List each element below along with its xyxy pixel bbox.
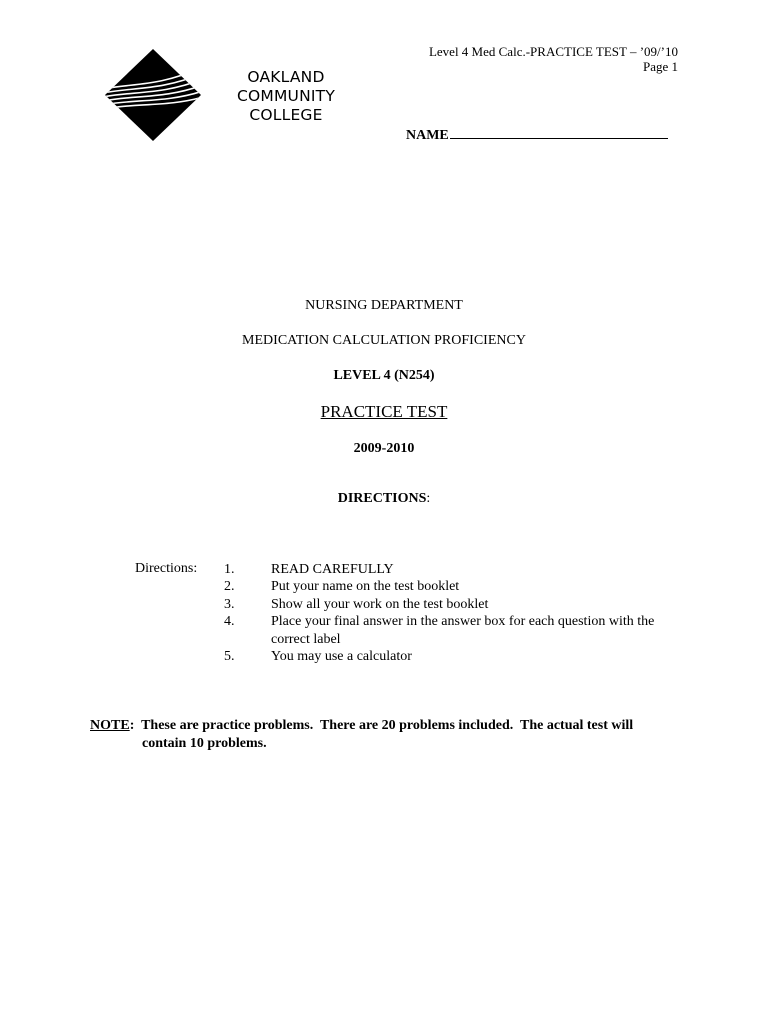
wordmark-line-3: COLLEGE [249, 106, 323, 124]
page-number: Page 1 [642, 59, 678, 74]
directions-heading-colon: : [426, 491, 431, 506]
subject-title: MEDICATION CALCULATION PROFICIENCY [242, 333, 526, 348]
note-label: NOTE [90, 718, 130, 733]
directions-heading [0, 491, 768, 507]
wordmark-line-1: OAKLAND [247, 68, 325, 86]
level-title: LEVEL 4 (N254) [333, 368, 435, 383]
list-item [224, 561, 674, 578]
directions-label: Directions: [135, 561, 198, 576]
page-header [429, 44, 678, 74]
list-item [224, 613, 674, 648]
wordmark-line-2: COMMUNITY [236, 87, 336, 105]
item-text: Put your name on the test booklet [271, 579, 460, 595]
item-number: 5. [224, 649, 235, 665]
college-logo-icon [103, 47, 203, 143]
list-item [224, 648, 674, 665]
name-blank-line[interactable] [450, 126, 668, 139]
list-item [224, 578, 674, 595]
note-text-line-1: : These are practice problems. There are 20 problems included. The actual test will [129, 718, 634, 733]
item-text: Show all your work on the test booklet [271, 596, 489, 612]
note-text-line-2: contain 10 problems. [142, 736, 267, 751]
year-title: 2009-2010 [353, 441, 415, 456]
header-title: Level 4 Med Calc.-PRACTICE TEST – ’09/’10 [428, 44, 678, 59]
item-text: READ CAREFULLY [271, 562, 394, 577]
item-number: 3. [224, 596, 235, 612]
item-number: 2. [224, 579, 235, 595]
item-number: 1. [224, 562, 235, 577]
list-item [224, 596, 674, 613]
department-title: NURSING DEPARTMENT [305, 298, 463, 313]
college-wordmark [226, 68, 346, 125]
item-text: You may use a calculator [271, 649, 412, 665]
directions-heading-text: DIRECTIONS [337, 491, 427, 506]
practice-test-title: PRACTICE TEST [320, 402, 448, 421]
directions-list [224, 561, 674, 665]
note-paragraph [90, 717, 690, 753]
item-text: Place your final answer in the answer box for each question with the correct label [271, 614, 655, 647]
item-number: 4. [224, 614, 235, 630]
name-field[interactable] [406, 126, 668, 144]
name-label: NAME [406, 128, 449, 143]
